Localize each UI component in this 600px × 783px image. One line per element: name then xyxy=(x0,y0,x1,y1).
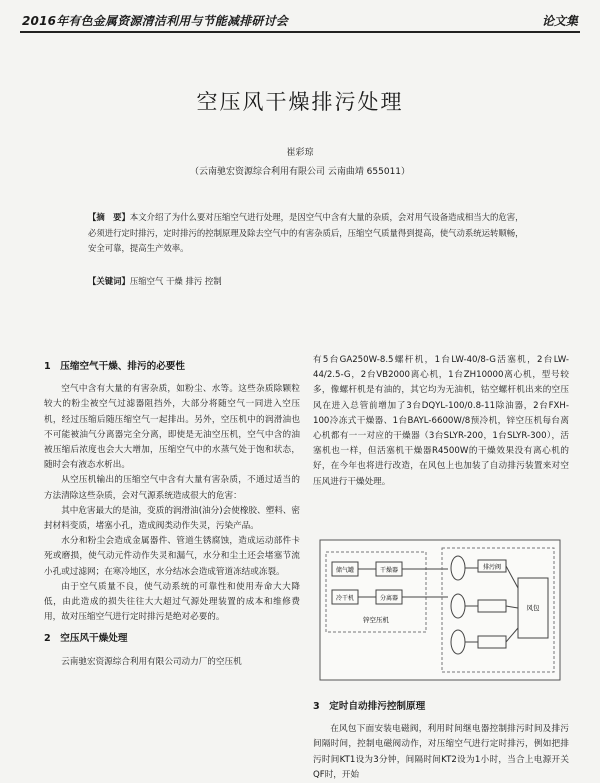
fig-label: 锌空压机 xyxy=(363,616,389,624)
right-column-lower xyxy=(313,693,569,783)
paragraph: 从空压机输出的压缩空气中含有大量有害杂质，不通过适当的方法清除这些杂质，会对气源系统造成很大的危害： xyxy=(44,475,300,501)
abstract-text: 本文介绍了为什么要对压缩空气进行处理，是因空气中含有大量的杂质，会对用气设备造成相当大的危害，必须进行定时排污，定时排污的控制原理及除去空气中的有害杂质后，压缩空气质量得到提高，使气动系统运转顺畅，安全可靠，提高生产效率。 xyxy=(88,212,524,253)
author: 崔彩琼 xyxy=(286,148,314,158)
paragraph: 有5台GA250W-8.5螺杆机，1台LW-40/8-G活塞机，2台LW-44/2.5-G，2台VB2000离心机，1台ZH10000离心机，型号较多，像螺杆机是有油的，其它均为无油机，钴空螺杆机出来的空压风在进入总管前增加了3台DQYL-100/0.8-11除油器，2台FXH-100冷冻式干燥器、1台BAYL-6600W/8预冷机，锌空压机每台离心机都有一一对应的干燥器（3台SLYR-200，1台SLYR-300），活塞机也一样，但活塞机干燥器R4500W的干燥效果没有离心机的好，在今年也将进行改造，在风包上也加装了自动排污装置来对空压风进行干燥处理。 xyxy=(313,355,569,487)
paragraph: 其中危害最大的是油，变质的润滑油(油分)会使橡胶、塑料、密封材料变质，堵塞小孔，造成阀类动作失灵，污染产品。 xyxy=(44,505,300,532)
left-column xyxy=(44,353,300,670)
section-2-heading: 2 空压风干燥处理 xyxy=(44,633,128,645)
header-rule xyxy=(20,31,580,33)
paragraph: 空气中含有大量的有害杂质，如粉尘、水等。这些杂质除颗粒较大的粉尘被空气过滤器阻挡外，大部分将随空气一同进入空压机，经过压缩后随压缩空气一起排出。另外，空压机中的润滑油也不可能被油气分离器完全分离，即使是无油空压机，空气中含的油被压缩后浓度也会大大增加，压缩空气中的水蒸气处于饱和状态，随时会有液态水析出。 xyxy=(44,384,300,471)
fig-label: 排污阀 xyxy=(482,564,502,571)
fig-label: 风包 xyxy=(526,604,540,612)
journal-header: 2016年有色金属资源清洁利用与节能减排研讨会 xyxy=(22,14,289,28)
paragraph: 云南驰宏资源综合利用有限公司动力厂的空压机 xyxy=(61,656,242,667)
keywords xyxy=(88,275,528,287)
system-diagram xyxy=(318,538,562,682)
keywords-label: 【关键词】 xyxy=(88,276,130,286)
abstract xyxy=(88,210,528,257)
fig-label: 干燥器 xyxy=(379,567,399,574)
fig-label: 冷干机 xyxy=(335,595,355,602)
page-title: 空压风干燥排污处理 xyxy=(196,90,404,114)
paragraph: 由于空气质量不良，使气动系统的可靠性和使用寿命大大降低，由此造成的损失往往大大超过气源处理装置的成本和维修费用，故对压缩空气进行定时排污是绝对必要的。 xyxy=(44,581,300,623)
fig-label: 分离器 xyxy=(379,595,399,602)
abstract-label: 【摘 要】 xyxy=(88,212,130,222)
paragraph: 水分和粉尘会造成金属器件、管道生锈腐蚀，造成运动部件卡死或磨损，使气动元件动作失灵和漏气，水分和尘土还会堵塞节流小孔或过滤网；在寒冷地区，水分结冰会造成管道冻结或冻裂。 xyxy=(44,536,300,577)
section-header: 论文集 xyxy=(541,14,578,28)
keywords-text: 压缩空气 干燥 排污 控制 xyxy=(129,276,222,286)
section-3-heading: 3 定时自动排污控制原理 xyxy=(313,701,426,712)
right-column xyxy=(313,353,569,490)
section-1-heading: 1 压缩空气干燥、排污的必要性 xyxy=(44,361,185,372)
paragraph: 在风包下面安装电磁阀，利用时间继电器控制排污时间及排污间隔时间，控制电磁阀动作，对压缩空气进行定时排污，例如把排污时间KT1设为3分钟，间隔时间KT2设为1小时，当合上电源开关QF时，开始 xyxy=(313,724,569,780)
fig-label: 储气罐 xyxy=(335,567,355,574)
affiliation: （云南驰宏资源综合利用有限公司 云南曲靖 655011） xyxy=(189,167,411,177)
